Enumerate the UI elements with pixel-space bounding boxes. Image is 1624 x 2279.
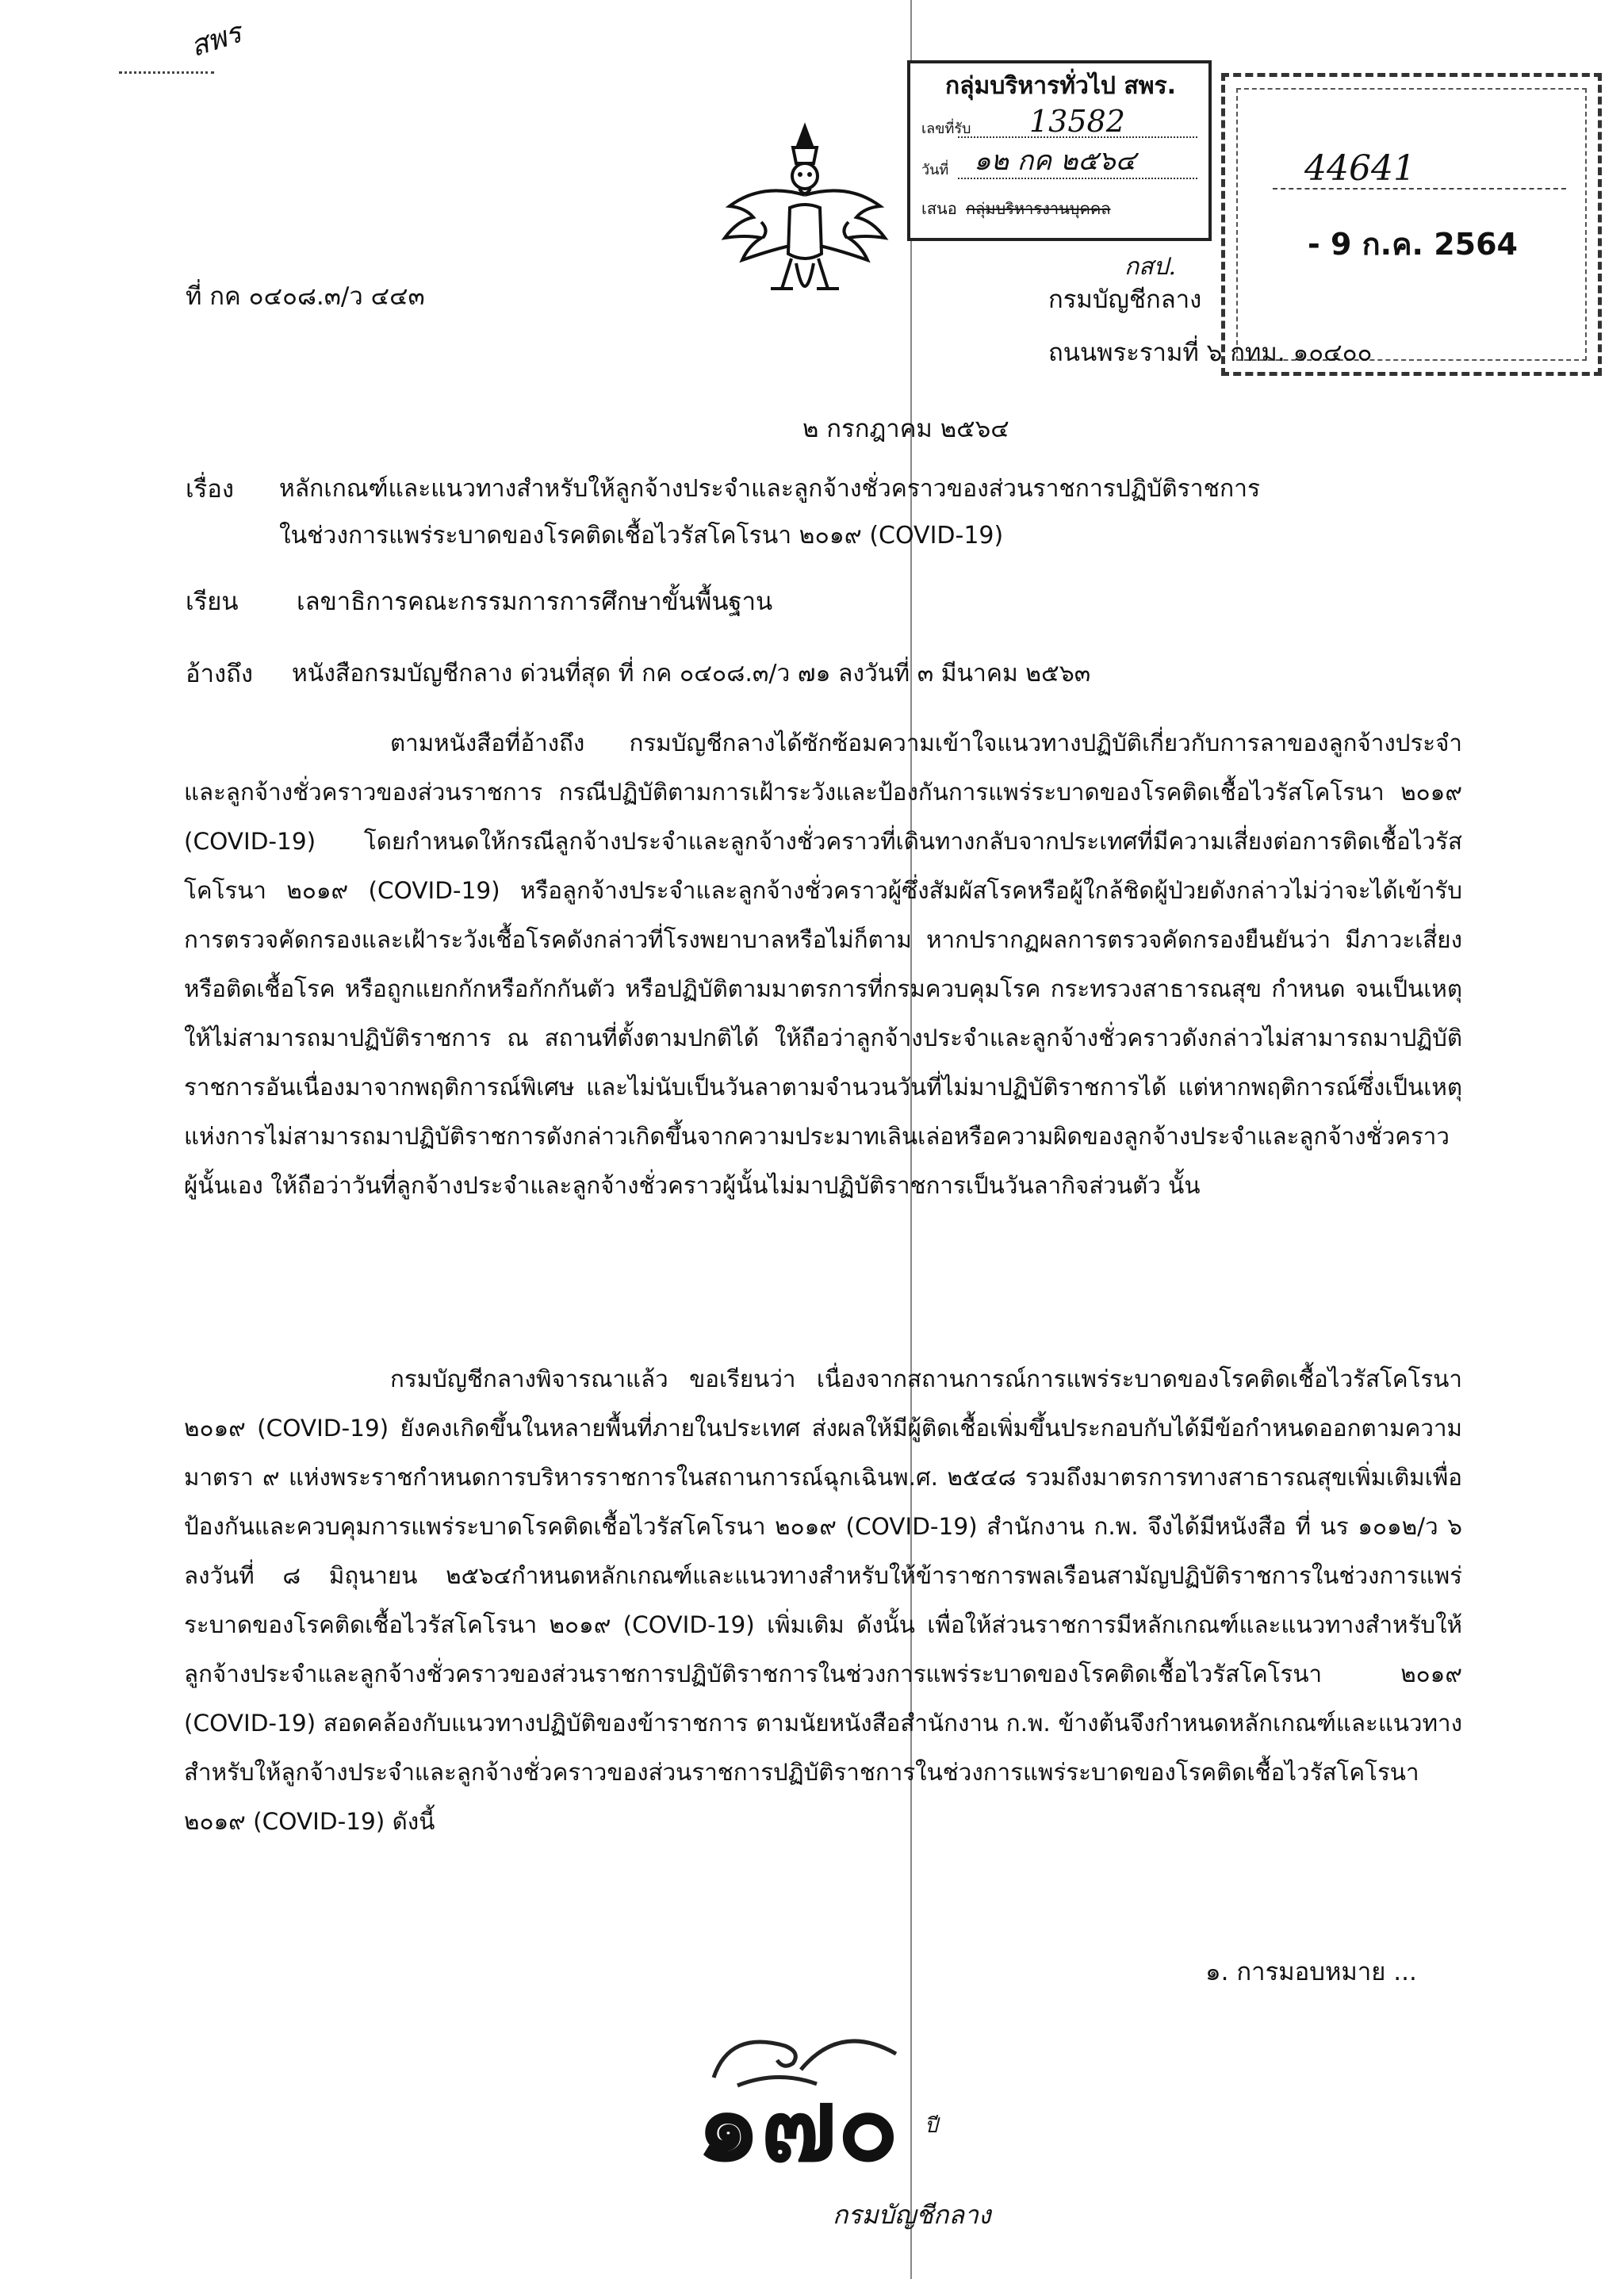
ref-number: ที่ กค ๐๔๐๘.๓/ว ๔๔๓ — [186, 282, 425, 311]
registry-number-value: 44641 — [1304, 148, 1415, 189]
body-paragraph-1: ตามหนังสือที่อ้างถึง กรมบัญชีกลางได้ซักซ้อมความเข้าใจแนวทางปฏิบัติเกี่ยวกับการลาของลูกจ้างประจำและลูกจ้างชั่วคราวของส่วนราชการ กรณีปฏิบัติตามการเฝ้าระวังและป้องกันการแพร่ระบาดของโรคติดเชื้อไวรัสโคโรนา ๒๐๑๙ (COVID-19) โดยกำหนดให้กรณีลูกจ้างประจำและลูกจ้างชั่วคราวที่เดินทางกลับจากประเทศที่มีความเสี่ยงต่อการติดเชื้อไวรัสโคโรนา ๒๐๑๙ (COVID-19) หรือลูกจ้างประจำและลูกจ้างชั่วคราวผู้ซึ่งสัมผัสโรคหรือผู้ใกล้ชิดผู้ป่วยดังกล่าวไม่ว่าจะได้เข้ารับการตรวจคัดกรองและเฝ้าระวังเชื้อโรคดังกล่าวที่โรงพยาบาลหรือไม่ก็ตาม หากปรากฏผลการตรวจคัดกรองยืนยันว่า มีภาวะเสี่ยงหรือติดเชื้อโรค หรือถูกแยกกักหรือกักกันตัว หรือปฏิบัติตามมาตรการที่กรมควบคุมโรค กระทรวงสาธารณสุข กำหนด จนเป็นเหตุให้ไม่สามารถมาปฏิบัติราชการ ณ สถานที่ตั้งตามปกติได้ ให้ถือว่าลูกจ้างประจำและลูกจ้างชั่วคราวดังกล่าวไม่สามารถมาปฏิบัติราชการอันเนื่องมาจากพฤติการณ์พิเศษ และไม่นับเป็นวันลาตามจำนวนวันที่ไม่มาปฏิบัติราชการได้ แต่หากพฤติการณ์ซึ่งเป็นเหตุแห่งการไม่สามารถมาปฏิบัติราชการดังกล่าวเกิดขึ้นจากความประมาทเลินเล่อหรือความผิดของลูกจ้างประจำและลูกจ้างชั่วคราวผู้นั้นเอง ให้ถือว่าวันที่ลูกจ้างประจำและลูกจ้างชั่วคราวผู้นั้นไม่มาปฏิบัติราชการเป็นวันลากิจส่วนตัว นั้น — [184, 730, 1462, 1199]
registry-date-value: - 9 ก.ค. 2564 — [1308, 227, 1518, 262]
to-label: เรียน — [186, 588, 239, 616]
letter-date: ๒ กรกฎาคม ๒๕๖๔ — [802, 415, 1009, 443]
subject-line-2: ในช่วงการแพร่ระบาดของโรคติดเชื้อไวรัสโคโรนา ๒๐๑๙ (COVID-19) — [279, 522, 1004, 550]
reference-value: หนังสือกรมบัญชีกลาง ด่วนที่สุด ที่ กค ๐๔๐๘.๓/ว ๗๑ ลงวันที่ ๓ มีนาคม ๒๕๖๓ — [292, 660, 1091, 688]
receipt-date-value: ๑๒ กค ๒๕๖๔ — [974, 145, 1136, 177]
receipt-number-label: เลขที่รับ — [921, 121, 971, 137]
subject-line-1: หลักเกณฑ์และแนวทางสำหรับให้ลูกจ้างประจำและลูกจ้างชั่วคราวของส่วนราชการปฏิบัติราชการ — [279, 475, 1261, 503]
logo-suffix: ปี — [925, 2114, 938, 2138]
receipt-present-label: เสนอ — [921, 199, 957, 218]
garuda-emblem-icon — [714, 119, 896, 317]
registry-stamp — [1221, 73, 1602, 376]
logo-number: ๑๗๐ — [696, 2066, 899, 2185]
subject-label: เรื่อง — [186, 475, 235, 504]
body-paragraph-2: กรมบัญชีกลางพิจารณาแล้ว ขอเรียนว่า เนื่องจากสถานการณ์การแพร่ระบาดของโรคติดเชื้อไวรัสโคโรนา ๒๐๑๙ (COVID-19) ยังคงเกิดขึ้นในหลายพื้นที่ภายในประเทศ ส่งผลให้มีผู้ติดเชื้อเพิ่มขึ้นประกอบกับได้มีข้อกำหนดออกตามความมาตรา ๙ แห่งพระราชกำหนดการบริหารราชการในสถานการณ์ฉุกเฉินพ.ศ. ๒๕๔๘ รวมถึงมาตรการทางสาธารณสุขเพิ่มเติมเพื่อป้องกันและควบคุมการแพร่ระบาดโรคติดเชื้อไวรัสโคโรนา ๒๐๑๙ (COVID-19) สำนักงาน ก.พ. จึงได้มีหนังสือ ที่ นร ๑๐๑๒/ว ๖ ลงวันที่ ๘ มิถุนายน ๒๕๖๔กำหนดหลักเกณฑ์และแนวทางสำหรับให้ข้าราชการพลเรือนสามัญปฏิบัติราชการในช่วงการแพร่ระบาดของโรคติดเชื้อไวรัสโคโรนา ๒๐๑๙ (COVID-19) เพิ่มเติม ดังนั้น เพื่อให้ส่วนราชการมีหลักเกณฑ์และแนวทางสำหรับให้ลูกจ้างประจำและลูกจ้างชั่วคราวของส่วนราชการปฏิบัติราชการในช่วงการแพร่ระบาดของโรคติดเชื้อไวรัสโคโรนา ๒๐๑๙ (COVID-19) สอดคล้องกับแนวทางปฏิบัติของข้าราชการ ตามนัยหนังสือสำนักงาน ก.พ. ข้างต้นจึงกำหนดหลักเกณฑ์และแนวทางสำหรับให้ลูกจ้างประจำและลูกจ้างชั่วคราวของส่วนราชการปฏิบัติราชการในช่วงการแพร่ระบาดของโรคติดเชื้อไวรัสโคโรนา ๒๐๑๙ (COVID-19) ดังนี้ — [184, 1365, 1462, 1835]
to-value: เลขาธิการคณะกรรมการการศึกษาขั้นพื้นฐาน — [297, 588, 773, 616]
sender-org: กรมบัญชีกลาง — [1048, 285, 1202, 314]
reference-label: อ้างถึง — [186, 660, 254, 688]
receipt-present-value: กลุ่มบริหารงานบุคคล — [966, 199, 1111, 218]
corner-scribble: สพร — [186, 16, 246, 64]
receipt-stamp — [907, 60, 1212, 241]
logo-caption: กรมบัญชีกลาง — [833, 2200, 991, 2230]
continuation-marker: ๑. การมอบหมาย ... — [1205, 1958, 1417, 1986]
sender-address: ถนนพระรามที่ ๖ กทม. ๑๐๔๐๐ — [1048, 339, 1373, 367]
receipt-number-value: 13582 — [1029, 104, 1125, 139]
handwritten-initials: กสป. — [1124, 253, 1177, 281]
anniversary-logo — [682, 2014, 991, 2236]
receipt-stamp-title: กลุ่มบริหารทั่วไป สพร. — [945, 72, 1177, 100]
corner-dots — [119, 71, 214, 77]
receipt-date-label: วันที่ — [921, 162, 949, 178]
